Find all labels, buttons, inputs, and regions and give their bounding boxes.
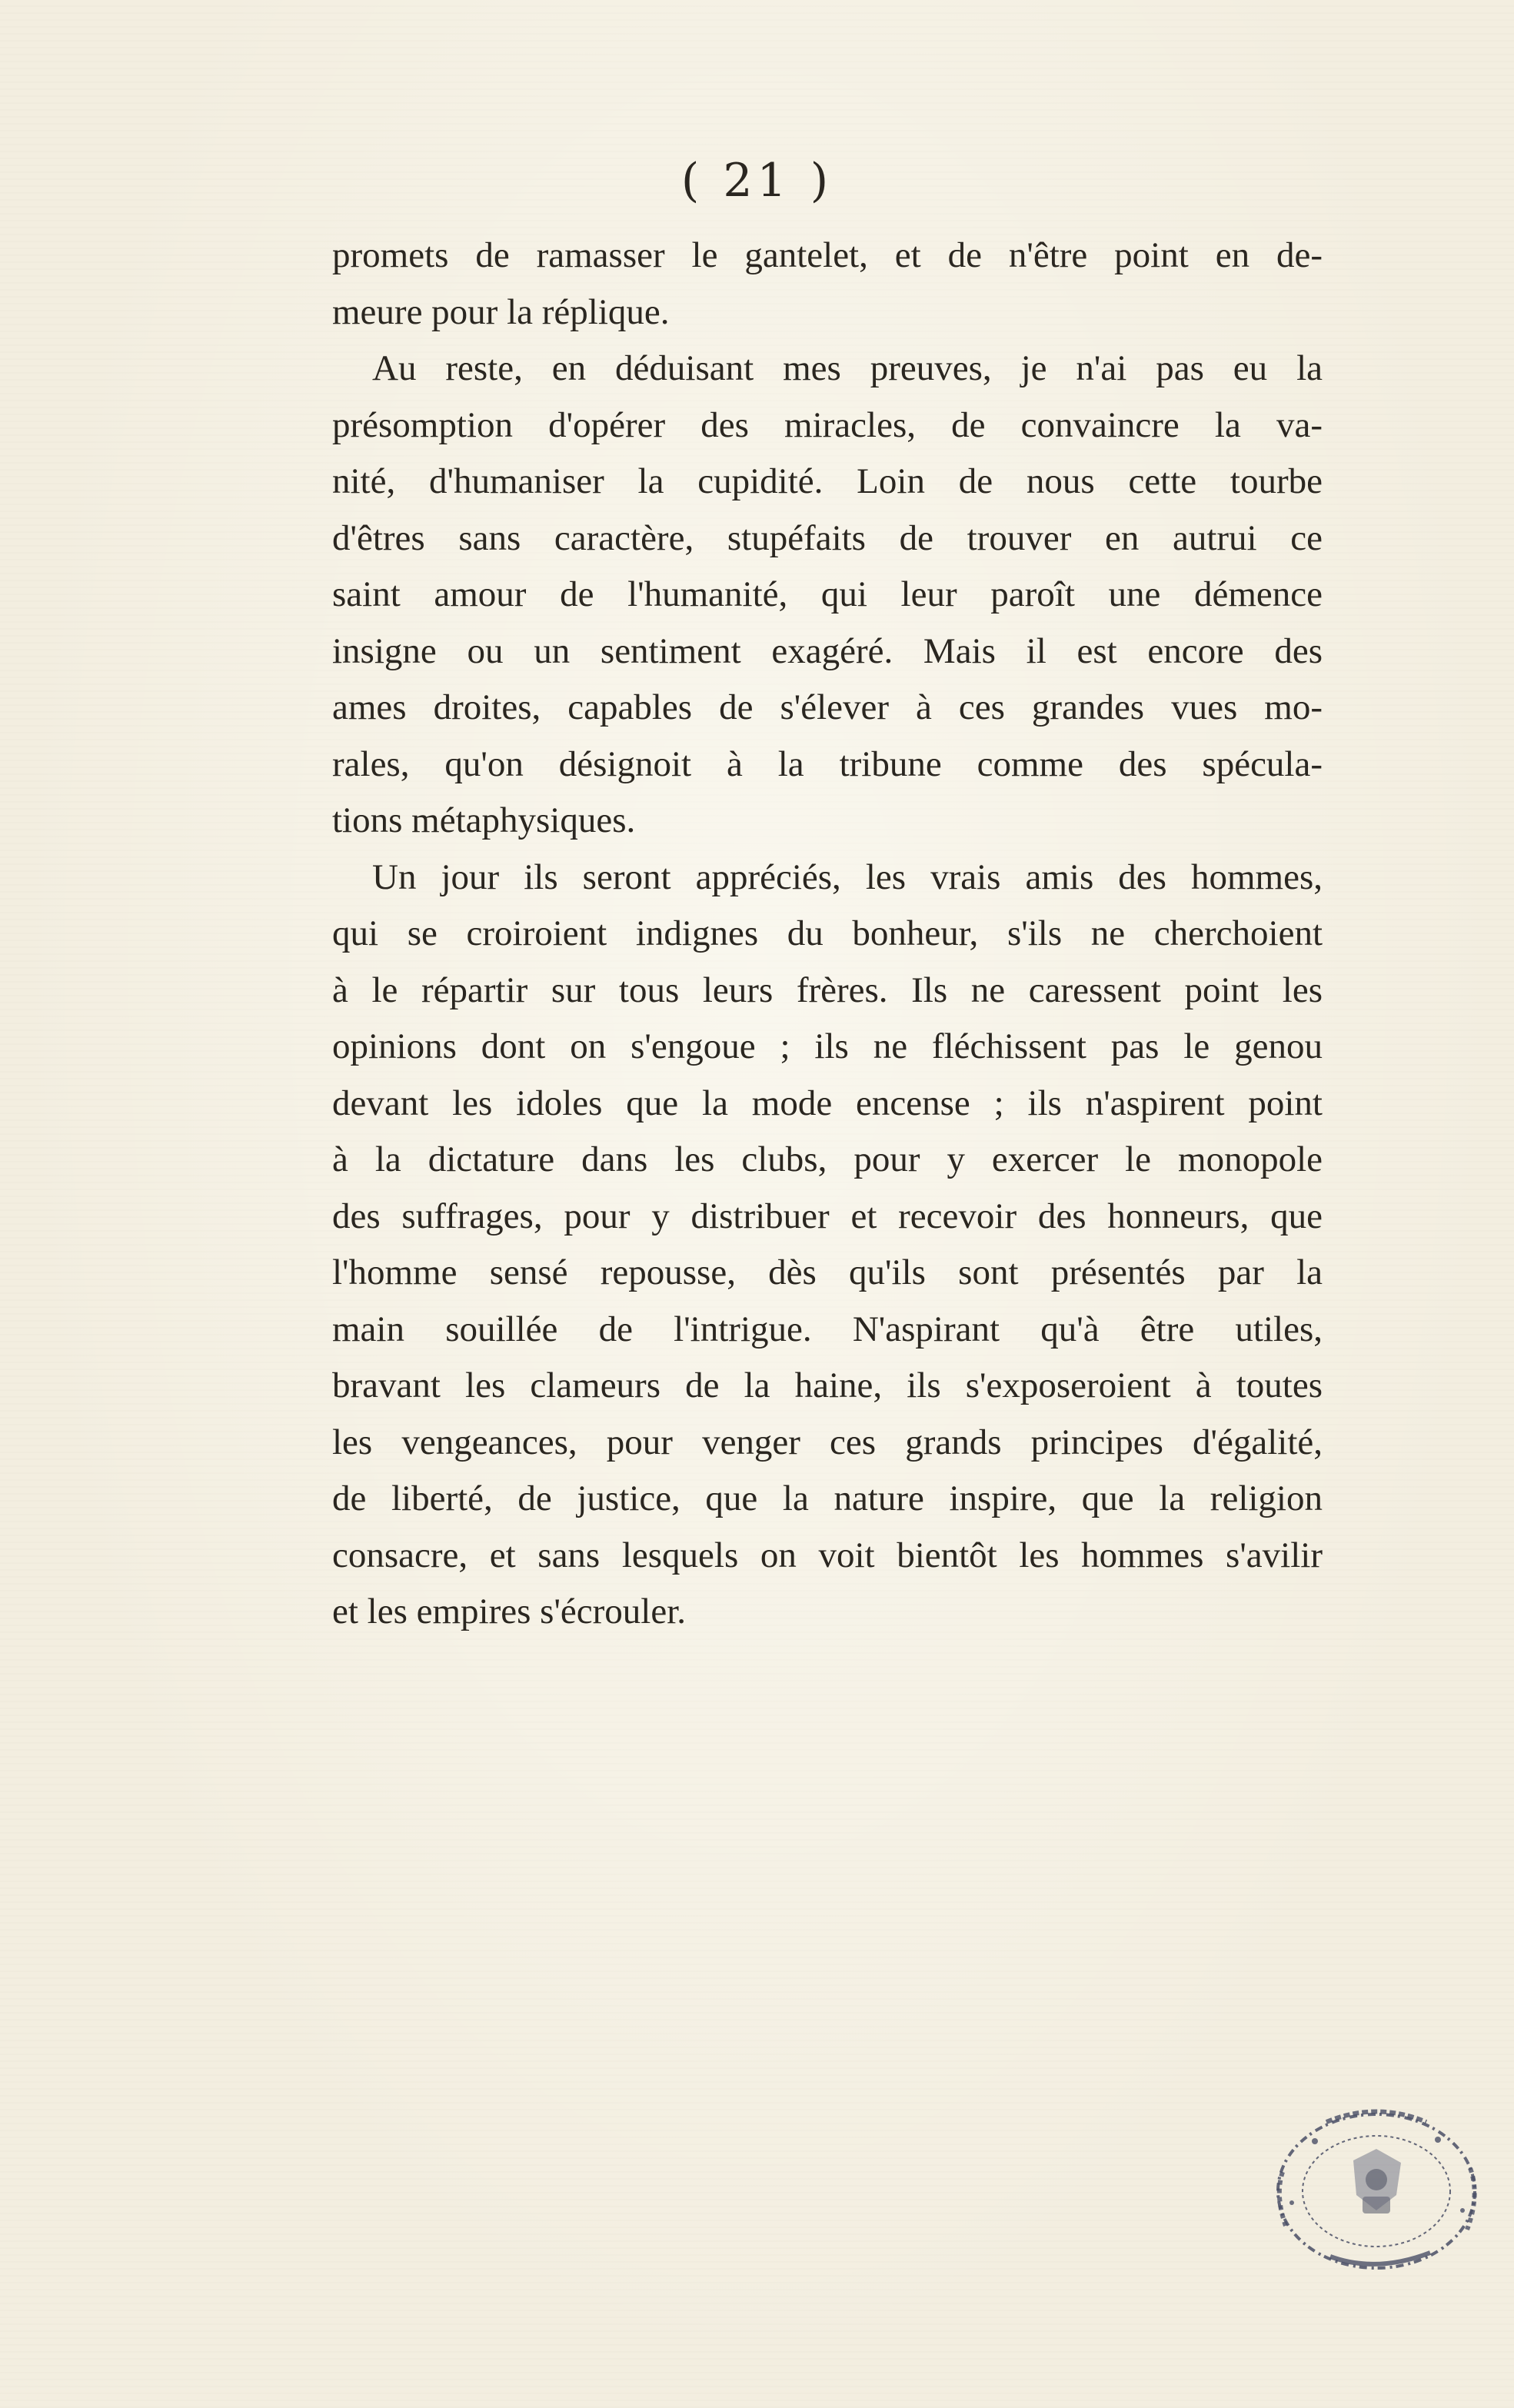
text-line: meure pour la réplique.: [332, 291, 670, 332]
text-line: nité, d'humaniser la cupidité. Loin de nous cette tourbe: [332, 461, 1323, 501]
text-line: Au reste, en déduisant mes preuves, je n'ai pas eu la: [372, 348, 1323, 388]
text-line: l'homme sensé repousse, dès qu'ils sont présentés par la: [332, 1252, 1323, 1292]
text-line: saint amour de l'humanité, qui leur paroît une démence: [332, 574, 1323, 614]
body-text: [332, 228, 1323, 1641]
text-line: d'êtres sans caractère, stupéfaits de trouver en autrui ce: [332, 517, 1323, 558]
text-line: insigne ou un sentiment exagéré. Mais il est encore des: [332, 630, 1323, 671]
text-line: consacre, et sans lesquels on voit bientôt les hommes s'avilir: [332, 1535, 1323, 1575]
text-line: les vengeances, pour venger ces grands principes d'égalité,: [332, 1422, 1323, 1462]
text-line: promets de ramasser le gantelet, et de n'être point en de-: [332, 235, 1323, 275]
text-line: ames droites, capables de s'élever à ces grandes vues mo-: [332, 687, 1323, 727]
page-number: ( 21 ): [680, 154, 834, 208]
text-line: et les empires s'écrouler.: [332, 1591, 687, 1631]
text-line: présomption d'opérer des miracles, de convaincre la va-: [332, 404, 1323, 445]
text-line: qui se croiroient indignes du bonheur, s'ils ne cherchoient: [332, 913, 1323, 953]
text-line: opinions dont on s'engoue ; ils ne fléchissent pas le genou: [332, 1026, 1323, 1066]
text-line: rales, qu'on désignoit à la tribune comme des spécula-: [332, 743, 1323, 784]
text-line: main souillée de l'intrigue. N'aspirant qu'à être utiles,: [332, 1309, 1323, 1349]
text-line: tions métaphysiques.: [332, 800, 636, 840]
text-line: bravant les clameurs de la haine, ils s'exposeroient à toutes: [332, 1365, 1323, 1405]
text-line: Un jour ils seront appréciés, les vrais amis des hommes,: [372, 856, 1323, 897]
text-line: des suffrages, pour y distribuer et recevoir des honneurs, que: [332, 1196, 1323, 1236]
text-line: de liberté, de justice, que la nature inspire, que la religion: [332, 1478, 1323, 1518]
text-line: à le répartir sur tous leurs frères. Ils ne caressent point les: [332, 970, 1323, 1010]
library-stamp: [1261, 2095, 1492, 2283]
text-line: à la dictature dans les clubs, pour y exercer le monopole: [332, 1139, 1323, 1179]
text-line: devant les idoles que la mode encense ; ils n'aspirent point: [332, 1083, 1323, 1123]
